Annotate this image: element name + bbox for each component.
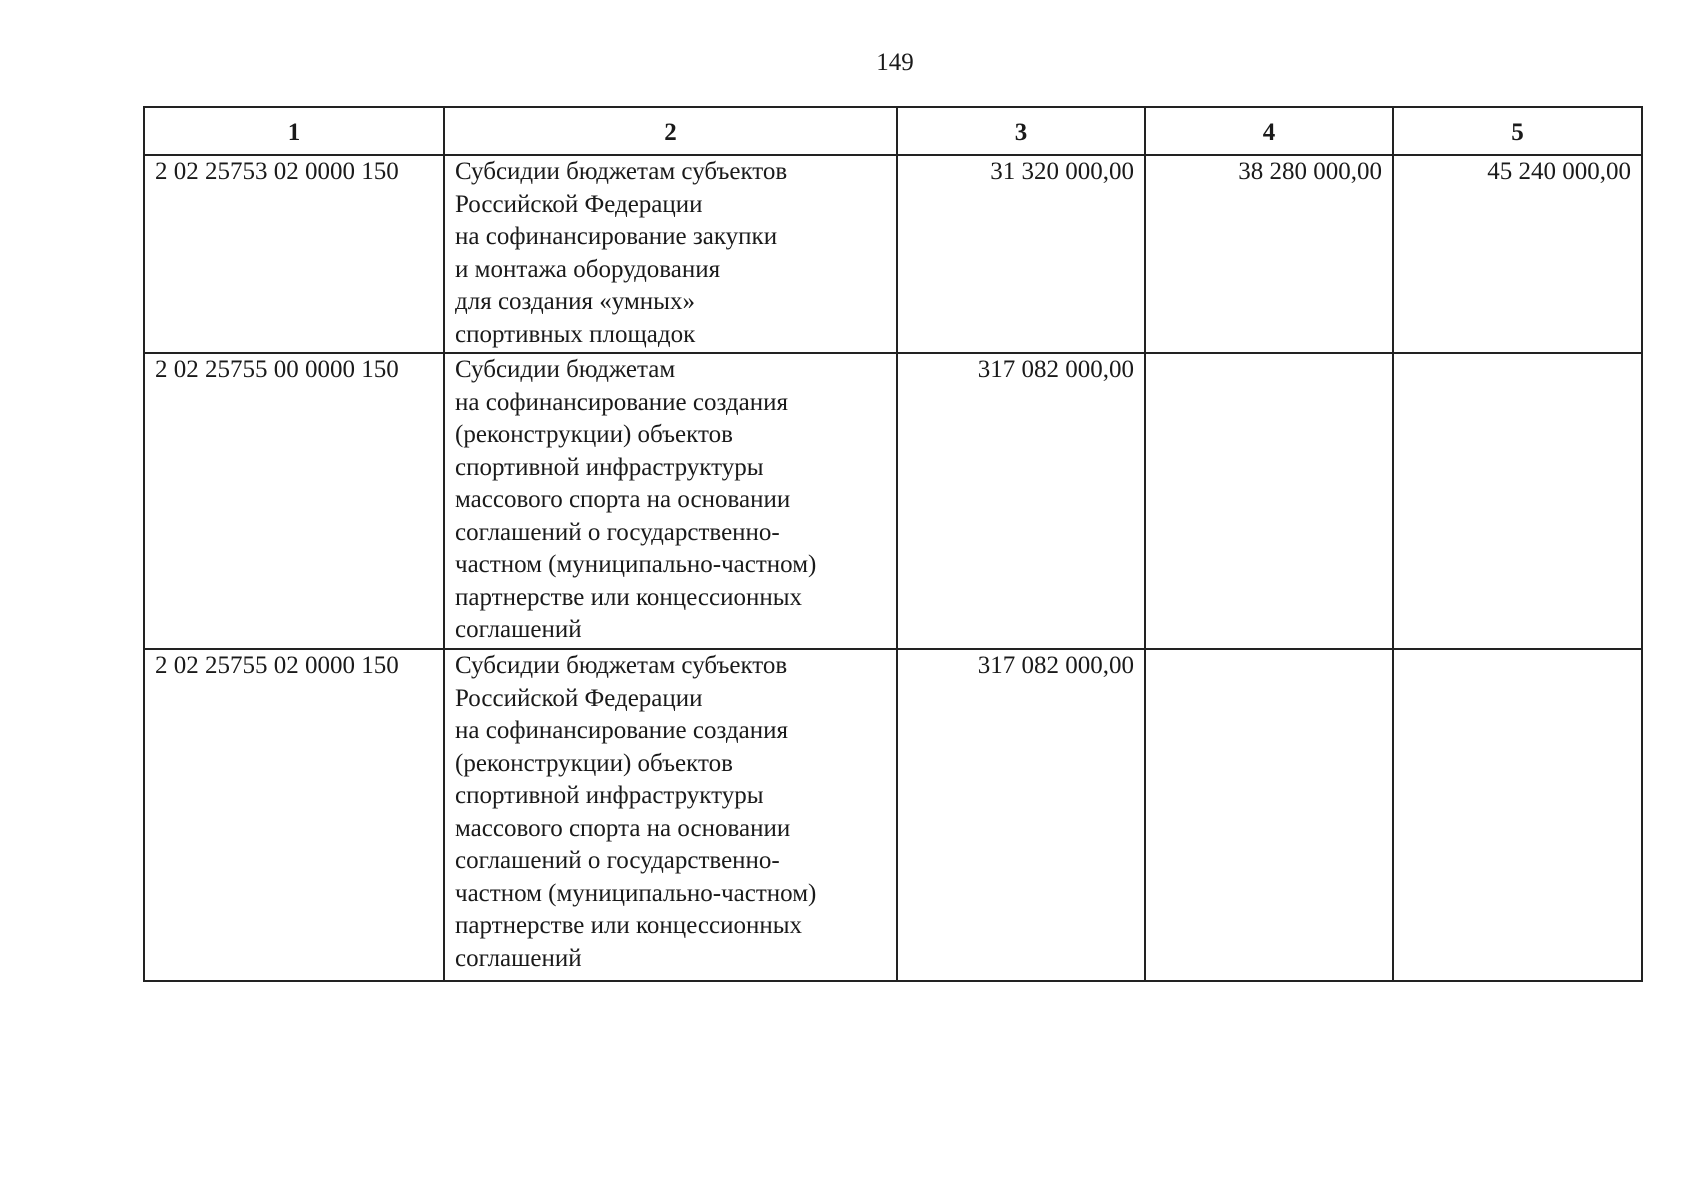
description-cell: Субсидии бюджетам на софинансирование создания (реконструкции) объектов спортивной инфраструктуры массового спорта на основании соглашений о государственно- частном (муниципально-частном) партнерстве или концессионных соглашений (444, 353, 897, 649)
table-header-row (144, 107, 1642, 155)
description-cell: Субсидии бюджетам субъектов Российской Федерации на софинансирование создания (реконструкции) объектов спортивной инфраструктуры массового спорта на основании соглашений о государственно- частном (муниципально-частном) партнерстве или концессионных соглашений (444, 649, 897, 981)
table-row (144, 155, 1642, 353)
column-header-2: 2 (444, 107, 897, 155)
amount-col3-cell: 317 082 000,00 (897, 649, 1145, 981)
amount-col5-cell (1393, 353, 1642, 649)
amount-col5-cell: 45 240 000,00 (1393, 155, 1642, 353)
table-row (144, 649, 1642, 981)
budget-code-cell: 2 02 25755 00 0000 150 (144, 353, 444, 649)
column-header-4: 4 (1145, 107, 1393, 155)
amount-col4-cell (1145, 353, 1393, 649)
column-header-5: 5 (1393, 107, 1642, 155)
column-header-1: 1 (144, 107, 444, 155)
amount-col4-cell: 38 280 000,00 (1145, 155, 1393, 353)
budget-code-cell: 2 02 25755 02 0000 150 (144, 649, 444, 981)
table-row (144, 353, 1642, 649)
amount-col3-cell: 31 320 000,00 (897, 155, 1145, 353)
budget-code-cell: 2 02 25753 02 0000 150 (144, 155, 444, 353)
budget-table (143, 106, 1643, 982)
column-header-3: 3 (897, 107, 1145, 155)
amount-col4-cell (1145, 649, 1393, 981)
amount-col3-cell: 317 082 000,00 (897, 353, 1145, 649)
description-cell: Субсидии бюджетам субъектов Российской Федерации на софинансирование закупки и монтажа оборудования для создания «умных» спортивных площадок (444, 155, 897, 353)
amount-col5-cell (1393, 649, 1642, 981)
page-number: 149 (876, 49, 914, 76)
